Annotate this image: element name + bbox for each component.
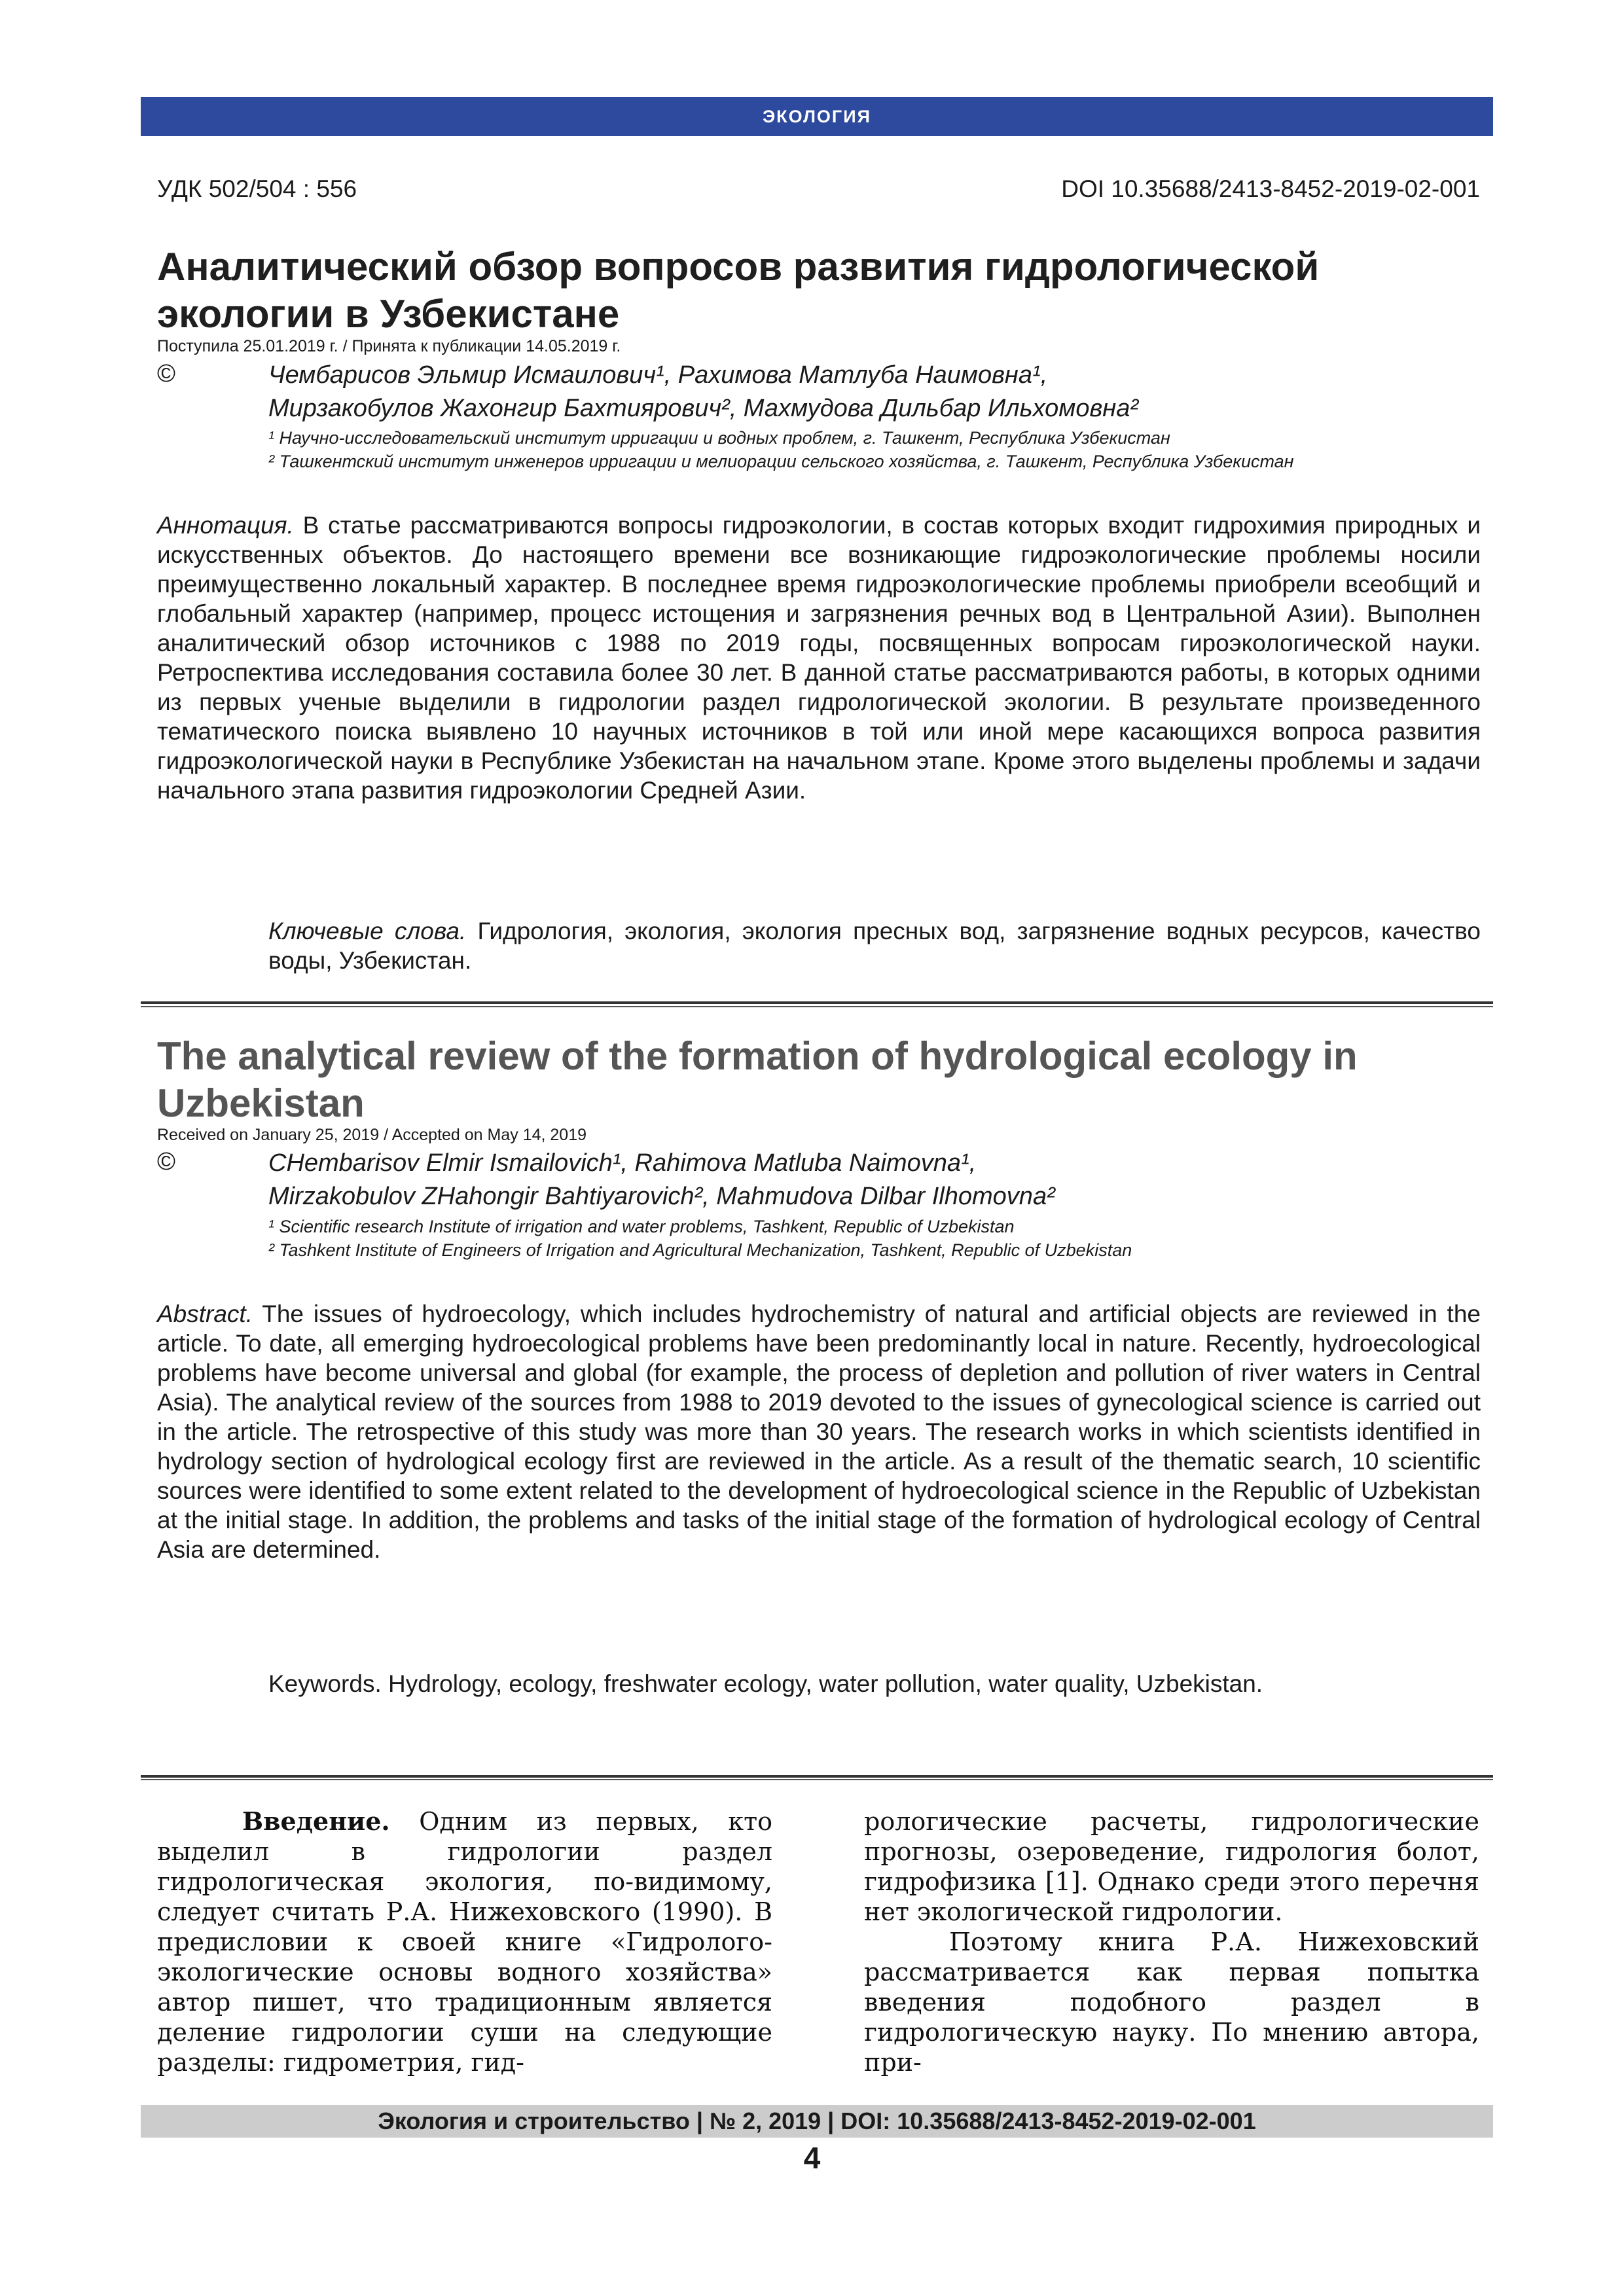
body-paragraph: Поэтому книга Р.А. Нижеховский рассматривается как первая попытка введения подобного раздел в гидрологическую науку. По мнению автора, при- <box>864 1928 1479 2077</box>
ru-keywords <box>268 916 1481 975</box>
copyright-symbol-en: © <box>157 1148 175 1175</box>
body-column-right <box>864 1806 1479 2077</box>
en-abstract <box>157 1299 1481 1564</box>
en-abstract-label: Abstract. <box>157 1300 253 1327</box>
ru-authors-line1: Чембарисов Эльмир Исмаилович¹, Рахимова Матлуба Наимовна¹, <box>268 361 1048 389</box>
ru-affiliation-1: ¹ Научно-исследовательский институт ирригации и водных проблем, г. Ташкент, Республика Узбекистан <box>268 428 1170 448</box>
section-divider-2 <box>141 1775 1493 1778</box>
ru-authors-line2: Мирзакобулов Жахонгир Бахтиярович², Махмудова Дильбар Ильхомовна² <box>268 395 1138 422</box>
en-abstract-text: The issues of hydroecology, which includes hydrochemistry of natural and artificial objects are reviewed in the article. To date, all emerging hydroecological problems have been predominantly local in nature. Recently, hydroecological problems have become universal and global (for example, the process of depletion and pollution of river waters in Central Asia). The analytical review of the sources from 1988 to 2019 devoted to the issues of gynecological science is carried out in the article. The retrospective of this study was more than 30 years. The research works in which scientists identified in hydrology section of hydrological ecology first are reviewed in the article. As a result of the thematic search, 10 scientific sources were identified to some extent related to the development of hydroecological science in the Republic of Uzbekistan at the initial stage. In addition, the problems and tasks of the initial stage of the formation of hydrological ecology of Central Asia are determined. <box>157 1300 1481 1563</box>
ru-abstract <box>157 511 1481 805</box>
ru-keywords-text: Гидрология, экология, экология пресных вод, загрязнение водных ресурсов, качество воды, Узбекистан. <box>268 918 1481 974</box>
ru-affiliation-2: ² Ташкентский институт инженеров ирригации и мелиорации сельского хозяйства, г. Ташкент, Республика Узбекистан <box>268 452 1294 471</box>
en-received-date: Received on January 25, 2019 / Accepted on May 14, 2019 <box>157 1126 587 1144</box>
ru-keywords-label: Ключевые слова. <box>268 918 467 944</box>
en-title: The analytical review of the formation of hydrological ecology in Uzbekistan <box>157 1034 1358 1125</box>
intro-text: Одним из первых, кто выделил в гидрологии раздел гидрологическая экология, по-видимому, следует считать Р.А. Нижеховского (1990). В предисловии к своей книге «Гидролого-экологические основы водного хозяйства» автор пишет, что традиционным является деление гидрологии суши на следующие разделы: гидрометрия, гид- <box>157 1807 772 2077</box>
ru-abstract-text: В статье рассматриваются вопросы гидроэкологии, в состав которых входит гидрохимия природных и искусственных объектов. До настоящего времени все возникающие гидроэкологические проблемы носили преимущественно локальный характер. В последнее время гидроэкологические проблемы приобрели всеобщий и глобальный характер (например, процесс истощения и загрязнения речных вод в Центральной Азии). Выполнен аналитический обзор источников с 1988 по 2019 годы, посвященных вопросам гироэкологической науки. Ретроспектива исследования составила более 30 лет. В данной статье рассматриваются работы, в которых одними из первых ученые выделили в гидрологии раздел гидрологической экологии. В результате произведенного тематического поиска выявлено 10 научных источников в той или иной мере касающихся вопроса развития гидроэкологической науки в Республике Узбекистан на начальном этапе. Кроме этого выделены проблемы и задачи начального этапа развития гидроэкологии Средней Азии. <box>157 512 1481 804</box>
ru-abstract-label: Аннотация. <box>157 512 294 539</box>
en-affiliation-1: ¹ Scientific research Institute of irrigation and water problems, Tashkent, Republic of Uzbekistan <box>268 1217 1015 1236</box>
en-authors-line2: Mirzakobulov ZHahongir Bahtiyarovich², Mahmudova Dilbar Ilhomovna² <box>268 1183 1055 1210</box>
section-divider <box>141 1001 1493 1004</box>
en-affiliation-2: ² Tashkent Institute of Engineers of Irrigation and Agricultural Mechanization, Tashkent, Republic of Uzbekistan <box>268 1240 1132 1260</box>
body-column-left <box>157 1806 772 2077</box>
doi-header: DOI 10.35688/2413-8452-2019-02-001 <box>1061 175 1480 202</box>
section-divider-2-thin <box>141 1779 1493 1780</box>
section-header-bar: ЭКОЛОГИЯ <box>141 97 1493 136</box>
intro-label: Введение. <box>242 1806 390 1836</box>
ru-title: Аналитический обзор вопросов развития гидрологической экологии в Узбекистане <box>157 245 1320 336</box>
page-number: 4 <box>803 2141 821 2175</box>
en-authors <box>268 1147 1055 1213</box>
section-divider-thin <box>141 1006 1493 1007</box>
body-paragraph-continued: рологические расчеты, гидрологические прогнозы, озероведение, гидрология болот, гидрофизика [1]. Однако среди этого перечня нет экологической гидрологии. <box>864 1807 1479 1926</box>
udk-code: УДК 502/504 : 556 <box>157 175 357 202</box>
ru-received-date: Поступила 25.01.2019 г. / Принята к публикации 14.05.2019 г. <box>157 337 621 355</box>
ru-authors <box>268 359 1138 425</box>
journal-footer-bar: Экология и строительство | № 2, 2019 | DOI: 10.35688/2413-8452-2019-02-001 <box>141 2105 1493 2138</box>
en-authors-line1: CHembarisov Elmir Ismailovich¹, Rahimova Matluba Naimovna¹, <box>268 1149 977 1177</box>
en-keywords: Keywords. Hydrology, ecology, freshwater ecology, water pollution, water quality, Uzbekistan. <box>268 1670 1263 1697</box>
copyright-symbol: © <box>157 360 175 387</box>
